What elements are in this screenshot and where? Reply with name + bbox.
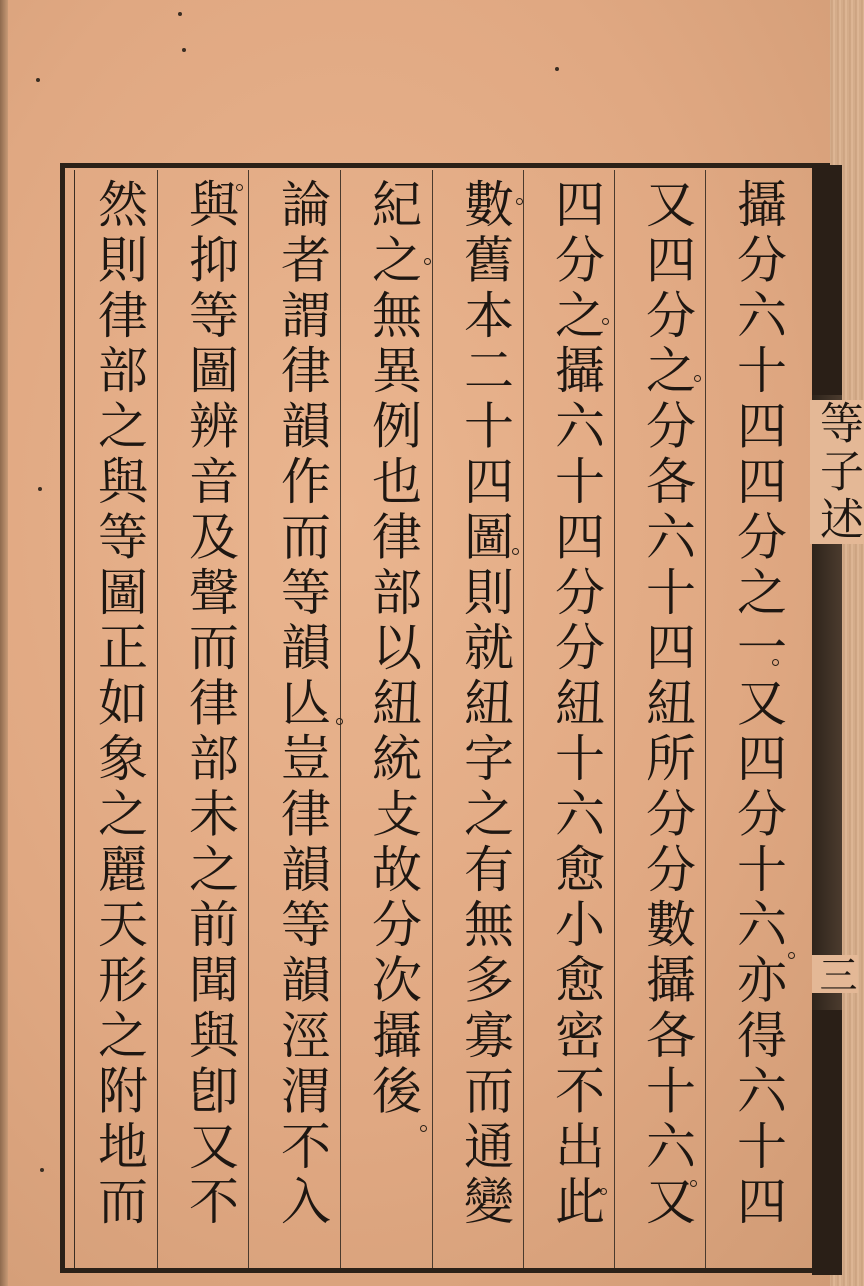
- paper-speck: [555, 67, 559, 71]
- folio-number: 三: [813, 955, 857, 993]
- paper-speck: [38, 487, 42, 491]
- page-left-edge: [0, 0, 8, 1286]
- punctuation-mark: [236, 184, 243, 191]
- punctuation-mark: [788, 952, 795, 959]
- punctuation-mark: [336, 718, 343, 725]
- paper-speck: [36, 78, 40, 82]
- punctuation-mark: [420, 1125, 427, 1132]
- punctuation-mark: [694, 375, 701, 382]
- text-column-4: 數舊本二十四圖則就紐字之有無多寡而通變: [456, 178, 514, 1231]
- paper-speck: [40, 1168, 44, 1172]
- punctuation-mark: [512, 548, 519, 555]
- text-column-3: 四分之攝六十四分分紐十六愈小愈密不出此: [547, 178, 605, 1231]
- column-rule: [432, 170, 433, 1268]
- text-column-6: 論者謂律韻作而等韻亾豈律韻等韻涇渭不入: [273, 178, 331, 1231]
- fishtail-mark-top: [812, 165, 842, 395]
- punctuation-mark: [600, 1188, 607, 1195]
- punctuation-mark: [424, 258, 431, 265]
- text-column-8: 然則律部之與等圖正如象之麗天形之附地而: [90, 178, 148, 1231]
- paper-speck: [178, 12, 182, 16]
- punctuation-mark: [602, 318, 609, 325]
- punctuation-mark: [772, 659, 779, 666]
- fishtail-mark-bottom: [812, 1010, 842, 1275]
- punctuation-mark: [516, 198, 523, 205]
- text-column-1: 攝分六十四四分之一又四分十六亦得六十四: [729, 178, 787, 1231]
- text-column-7: 與抑等圖辨音及聲而律部未之前聞與卽又不: [181, 178, 239, 1231]
- text-column-2: 又四分之分各六十四紐所分分數攝各十六又: [638, 178, 696, 1231]
- paper-speck: [182, 48, 186, 52]
- punctuation-mark: [690, 1180, 697, 1187]
- margin-book-title: 等子述: [812, 400, 863, 544]
- text-column-5: 紀之無異例也律部以紐統攴故分次攝後: [364, 178, 422, 1120]
